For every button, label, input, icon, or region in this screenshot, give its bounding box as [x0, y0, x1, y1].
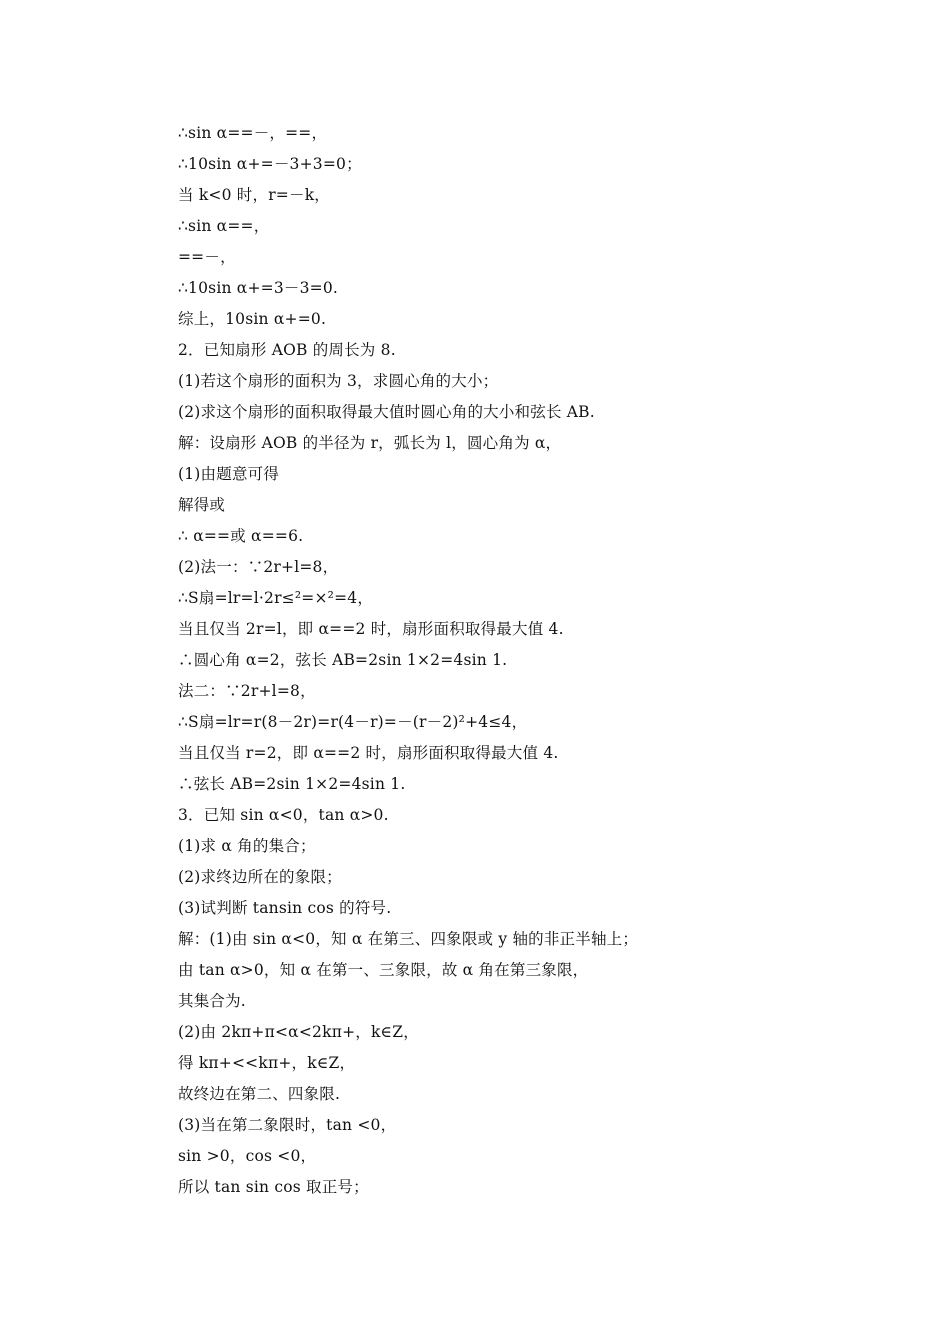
text-line: (2)求终边所在的象限； [178, 868, 342, 886]
text-line: ∴10sin α+=－3+3=0； [178, 155, 362, 173]
text-line: sin >0，cos <0， [178, 1147, 317, 1165]
text-line: (1)求 α 角的集合； [178, 837, 316, 855]
text-line: 综上，10sin α+=0. [178, 310, 327, 328]
document-body [178, 121, 798, 1206]
text-line: 法二：∵2r+l=8， [178, 682, 316, 700]
text-line: ∴弦长 AB=2sin 1×2=4sin 1. [178, 775, 406, 793]
text-line: ==－， [178, 248, 236, 266]
text-line: 解：设扇形 AOB 的半径为 r，弧长为 l，圆心角为 α， [178, 434, 562, 452]
text-line: (3)当在第二象限时，tan <0， [178, 1116, 397, 1134]
text-line: (3)试判断 tansin cos 的符号. [178, 899, 392, 917]
text-line: 当 k<0 时，r=－k， [178, 186, 330, 204]
text-line: 解得或 [178, 496, 226, 514]
text-line: 2．已知扇形 AOB 的周长为 8. [178, 341, 396, 359]
text-line: (2)法一：∵2r+l=8， [178, 558, 339, 576]
text-line: ∴10sin α+=3－3=0. [178, 279, 339, 297]
text-line: 所以 tan sin cos 取正号； [178, 1178, 369, 1196]
text-line: 故终边在第二、四象限. [178, 1085, 341, 1103]
text-line: (1)由题意可得 [178, 465, 280, 483]
text-line: (2)求这个扇形的面积取得最大值时圆心角的大小和弦长 AB. [178, 403, 595, 421]
text-line: 由 tan α>0，知 α 在第一、三象限，故 α 角在第三象限， [178, 961, 589, 979]
text-line: ∴S扇=lr=r(8－2r)=r(4－r)=－(r－2)²+4≤4， [178, 713, 528, 731]
text-line: 当且仅当 2r=l，即 α==2 时，扇形面积取得最大值 4. [178, 620, 564, 638]
text-line: ∴sin α==， [178, 217, 270, 235]
text-line: 解：(1)由 sin α<0，知 α 在第三、四象限或 y 轴的非正半轴上； [178, 930, 639, 948]
text-line: 得 kπ+<<kπ+，k∈Z， [178, 1054, 356, 1072]
text-line: 当且仅当 r=2，即 α==2 时，扇形面积取得最大值 4. [178, 744, 559, 762]
text-line: ∴sin α==－，==， [178, 124, 328, 142]
text-line: ∴ α==或 α==6. [178, 527, 304, 545]
text-line: (1)若这个扇形的面积为 3，求圆心角的大小； [178, 372, 499, 390]
text-line: 3．已知 sin α<0，tan α>0. [178, 806, 389, 824]
text-line: ∴S扇=lr=l·2r≤²=×²=4， [178, 589, 374, 607]
text-line: (2)由 2kπ+π<α<2kπ+，k∈Z， [178, 1023, 419, 1041]
text-line: 其集合为. [178, 992, 246, 1010]
text-line: ∴圆心角 α=2，弦长 AB=2sin 1×2=4sin 1. [178, 651, 508, 669]
